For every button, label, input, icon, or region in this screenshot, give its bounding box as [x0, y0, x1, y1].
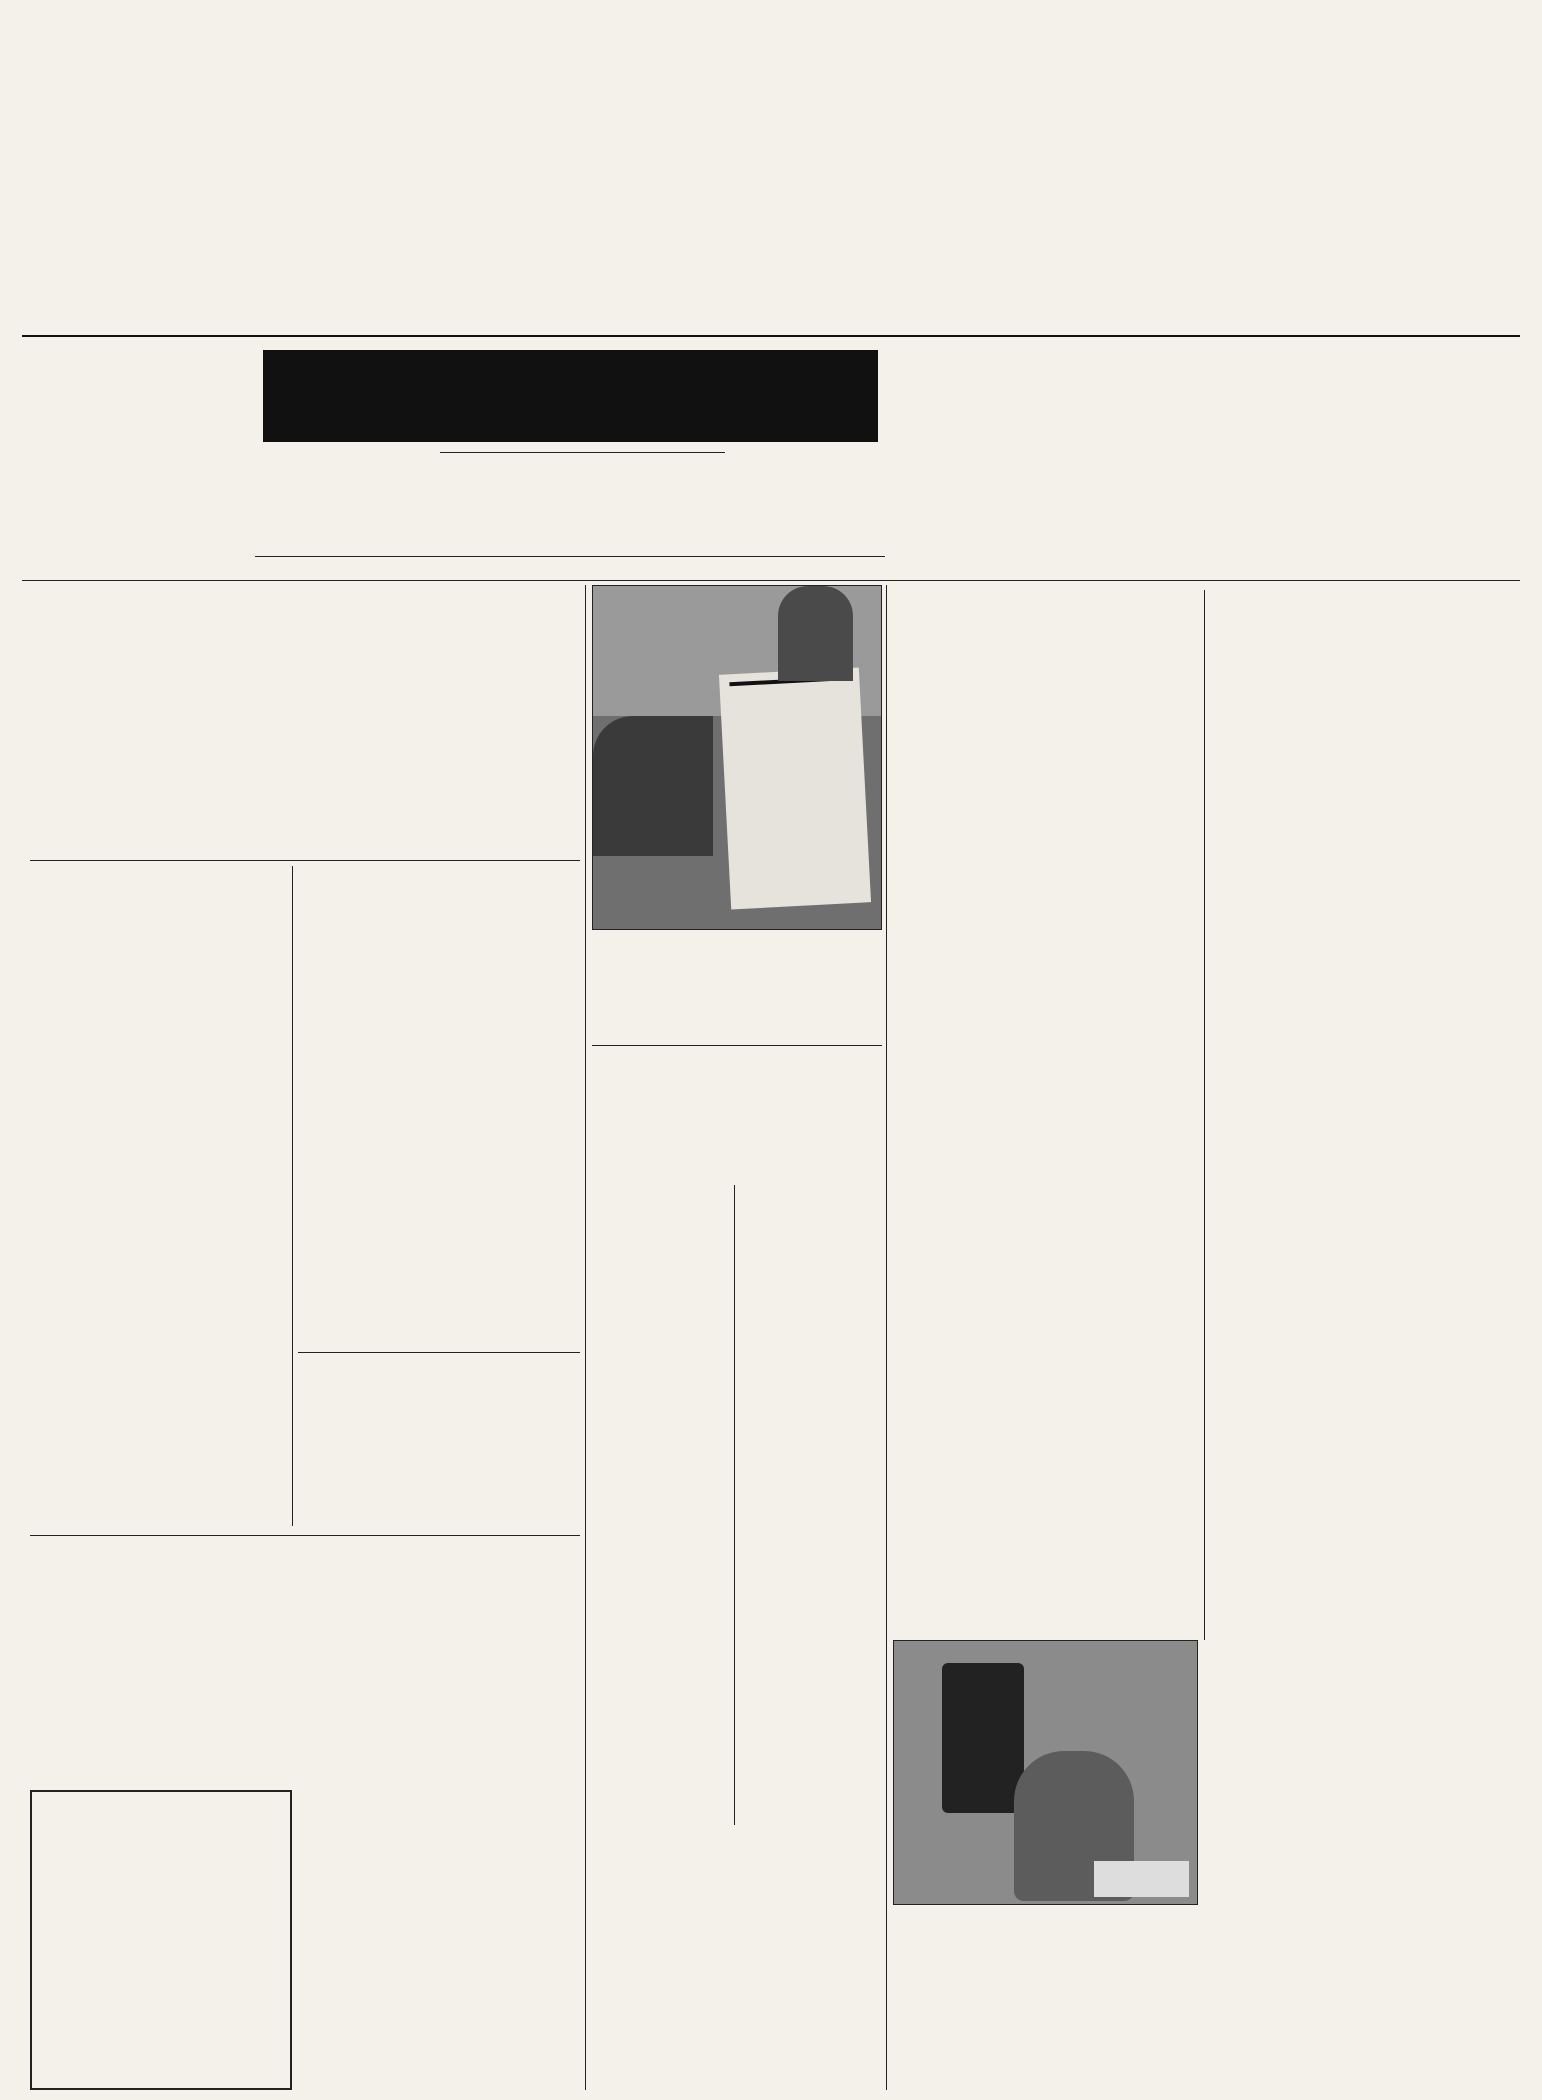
abomb-rule	[30, 860, 580, 861]
person-figure	[778, 586, 853, 681]
masthead-rule-top	[255, 556, 885, 557]
abomb-story-cont	[298, 866, 580, 1331]
sign-line-5	[720, 687, 860, 694]
butter-photo	[592, 585, 882, 930]
sign-line-6	[720, 689, 860, 696]
column-rule	[1204, 590, 1205, 1640]
red-cross-body-box	[893, 1450, 1198, 1565]
four-towns-story	[1212, 596, 1518, 956]
abomb-continued[interactable]	[298, 1331, 580, 1349]
banner-rule	[22, 335, 1520, 337]
last-day-photo	[893, 1640, 1198, 1905]
butter-caption	[592, 933, 882, 1043]
column-rule	[886, 585, 887, 2090]
eight-rule	[592, 1045, 882, 1046]
calls-lead	[30, 1675, 292, 1787]
today-index	[440, 452, 725, 532]
car-shape	[593, 716, 713, 856]
edition-box	[265, 450, 425, 525]
calls-cont	[298, 1652, 580, 2092]
banner-headline	[22, 30, 1522, 330]
wire-line	[255, 536, 885, 554]
eight-story-body	[738, 1185, 883, 1905]
column-rule	[292, 866, 293, 1526]
red-cross-story	[893, 1290, 1198, 1450]
treasury-box	[893, 1568, 1198, 1628]
hitler-story	[592, 1185, 730, 1945]
repeat-story	[298, 1356, 580, 1531]
sandra-story	[1212, 1300, 1518, 1730]
minors-sign	[1094, 1861, 1189, 1897]
france-story	[1212, 1735, 1518, 2095]
grand-spring-ad	[30, 1790, 292, 2090]
butter-sign	[719, 667, 871, 909]
sign-line-4	[720, 687, 860, 694]
column-rule	[734, 1185, 735, 1825]
eight-story-head	[592, 1050, 882, 1182]
last-day-caption	[893, 1908, 1198, 2093]
calls-rule	[30, 1535, 580, 1536]
sign-line-3	[720, 687, 860, 694]
calendar-sign	[942, 1663, 1024, 1813]
abomb-story-head	[30, 585, 580, 730]
index-title	[440, 452, 725, 453]
county-news-box	[735, 462, 875, 532]
fisher-story-head	[893, 340, 1518, 590]
soviet-story	[30, 866, 292, 1516]
repeat-rule	[298, 1352, 580, 1353]
column-rule	[585, 585, 586, 2090]
dateline-bar	[255, 558, 885, 578]
abomb-lead	[30, 734, 580, 854]
masthead-title	[263, 350, 878, 442]
